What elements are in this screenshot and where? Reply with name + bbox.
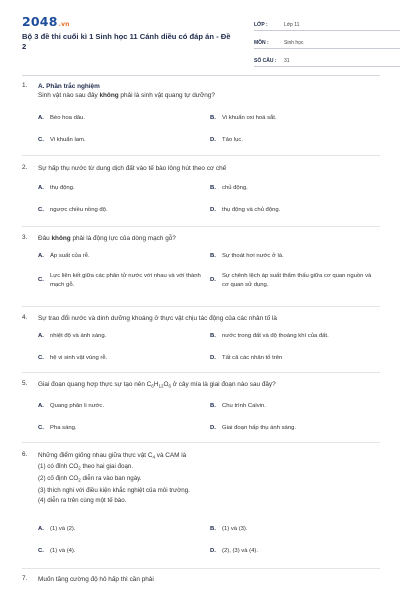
question-text [38,380,378,391]
question-text [38,234,378,243]
meta-row-subject [254,34,400,49]
question-3 [22,234,380,300]
option-text: (2), (3) và (4). [222,548,259,554]
option-b[interactable] [210,184,248,193]
stem-part: Những điểm giống nhau giữa thực vật C [38,452,153,459]
question-number: 5. [22,380,28,387]
option-text: Giai đoạn hấp thụ ánh sáng. [222,425,297,431]
option-label: C. [38,207,44,213]
option-label: C. [38,277,44,283]
option-label: B. [210,185,216,191]
option-label: B. [210,115,216,121]
option-text: Quang phân li nước. [50,403,104,409]
option-a[interactable] [38,114,85,123]
option-text: (1) và (2). [50,526,76,532]
option-d[interactable] [210,354,282,363]
formula-subscript: 4 [152,454,155,460]
meta-row-count [254,52,400,67]
option-text: Lực liên kết giữa các phân tử nước với nhau và với thành mạch gỗ. [50,273,201,288]
option-text: nhiệt độ và ánh sáng. [50,333,107,339]
option-c[interactable] [38,206,108,215]
option-c[interactable] [38,272,206,290]
question-divider [22,155,380,156]
question-text: Sự trao đổi nước và dinh dưỡng khoáng ở thực vật chịu tác động của các nhân tố là [38,315,277,322]
option-label: D. [210,207,216,213]
formula-subscript: 6 [151,383,154,389]
section-title: A. Phần trắc nghiệm [38,83,100,90]
option-label: B. [210,526,216,532]
option-text: thụ động. [50,185,75,191]
document-title: Bộ 3 đề thi cuối kì 1 Sinh học 11 Cánh diều có đáp án - Đề 2 [22,32,231,51]
option-b[interactable] [210,252,284,261]
option-label: C. [38,355,44,361]
option-label: D. [210,548,216,554]
option-d[interactable] [210,272,378,290]
question-text [38,451,378,507]
option-label: B. [210,403,216,409]
meta-key: SỐ CÂU : [254,58,277,64]
stem-part: ở cây mía là giai đoạn nào sau đây? [170,381,276,388]
option-text: nước trong đất và độ thoáng khí của đất. [222,333,329,339]
option-label: A. [38,333,44,339]
question-number: 7. [22,575,28,582]
option-text: Sự chênh lệch áp suất thẩm thấu giữa cơ quan nguồn và cơ quan sử dụng. [222,273,372,288]
statement-2 [38,474,378,486]
question-stem [38,91,378,100]
statement-text: (3) thích nghi với điều kiện khắc nghiệt của môi trường. [38,486,190,494]
option-text: Vi khuẩn lam. [50,137,86,143]
option-text: Tất cả các nhân tố trên [222,355,283,361]
option-text: Pha sáng. [50,425,77,431]
stem-emphasis: không [99,92,119,99]
header-divider [22,75,380,76]
option-a[interactable] [38,402,104,411]
option-text: (1) và (4). [50,548,76,554]
option-text: Chu trình Calvin. [222,403,266,409]
stem-part: Đâu [38,235,52,242]
stem-emphasis: không [51,235,71,242]
question-7 [22,575,380,595]
question-number: 3. [22,234,28,241]
option-label: D. [210,355,216,361]
option-b[interactable] [210,525,248,534]
option-label: D. [210,137,216,143]
option-a[interactable] [38,525,76,534]
stem-part: phải là sinh vật quang tự dưỡng? [118,92,215,99]
meta-value: Sinh học [284,40,304,46]
formula-subscript: 2 [78,465,81,470]
formula-element: O [163,381,169,388]
meta-value: 31 [284,58,290,64]
document-header [22,14,382,70]
document-meta [254,16,400,70]
option-c[interactable] [38,354,107,363]
option-text: Vi khuẩn oxi hoá sắt. [222,115,277,121]
meta-key: LỚP : [254,22,268,28]
question-divider [22,306,380,307]
statement-text: (1) có đỉnh CO [38,462,79,470]
question-text: Sự hấp thụ nước từ dung dịch đất vào tế bào lông hút theo cơ chế [38,165,227,172]
option-d[interactable] [210,136,243,145]
logo-main-text: 2048 [22,14,58,29]
option-a[interactable] [38,332,106,341]
option-label: A. [38,115,44,121]
statement-text: theo hai giai đoạn. [80,462,134,470]
option-text: Sự thoát hơi nước ở lá. [222,253,284,259]
option-label: B. [210,333,216,339]
statement-text: diễn ra vào ban ngày. [80,474,142,482]
option-label: A. [38,403,44,409]
option-label: C. [38,425,44,431]
option-text: (1) và (3). [222,526,248,532]
option-a[interactable] [38,184,75,193]
option-c[interactable] [38,547,76,556]
option-c[interactable] [38,424,77,433]
option-label: C. [38,137,44,143]
meta-value: Lớp 11 [284,22,300,28]
meta-row-class [254,16,400,31]
option-label: D. [210,277,216,283]
question-divider [22,442,380,443]
option-b[interactable] [210,114,277,123]
stem-part: phải là động lực của dòng mạch gỗ? [70,235,176,242]
question-divider [22,226,380,227]
option-label: A. [38,526,44,532]
option-text: Áp suất của rễ. [50,253,90,259]
option-b[interactable] [210,332,329,341]
option-c[interactable] [38,136,86,145]
option-text: hệ vi sinh vật vùng rễ. [50,355,108,361]
statement-4 [38,496,378,507]
option-text: ngược chiều nồng độ. [50,207,108,213]
option-d[interactable] [210,206,280,215]
logo-domain-text: .vn [58,21,70,28]
statement-3 [38,486,378,497]
question-text: Muốn tăng cường độ hô hấp thì cần phải [38,576,154,583]
formula-element: H [153,381,159,388]
question-divider [22,372,380,373]
meta-key: MÔN : [254,40,269,46]
option-text: Tảo lục. [222,137,243,143]
option-text: Bèo hoa dâu. [50,115,86,121]
stem-part: Giai đoạn quang hợp thực sự tạo nên C [38,381,152,388]
formula-subscript: 12 [158,383,164,389]
formula-subscript: 2 [78,477,81,482]
option-d[interactable] [210,547,258,556]
formula-subscript: 6 [168,383,171,389]
stem-part: Sinh vật nào sau đây [38,92,100,99]
statement-text: (2) cố định CO [38,474,79,482]
question-5 [22,380,380,438]
question-text [38,82,378,100]
question-number: 2. [22,164,28,171]
option-a[interactable] [38,252,90,261]
option-text: chủ động. [222,185,248,191]
option-text: thụ động và chủ động. [222,207,281,213]
question-number: 4. [22,314,28,321]
question-6 [22,451,380,563]
statement-1 [38,462,378,474]
site-logo[interactable] [22,14,70,29]
option-b[interactable] [210,402,266,411]
option-label: A. [38,253,44,259]
stem-part: và CAM là [154,452,187,459]
option-label: D. [210,425,216,431]
question-2 [22,164,380,224]
question-number: 1. [22,82,28,89]
question-number: 6. [22,451,28,458]
question-4 [22,314,380,370]
option-label: B. [210,253,216,259]
question-divider [22,568,380,569]
statement-text: (4) diễn ra trên cùng một tế bào. [38,497,127,504]
option-label: A. [38,185,44,191]
option-label: C. [38,548,44,554]
question-1 [22,82,380,152]
option-d[interactable] [210,424,296,433]
question-stem [38,451,378,462]
